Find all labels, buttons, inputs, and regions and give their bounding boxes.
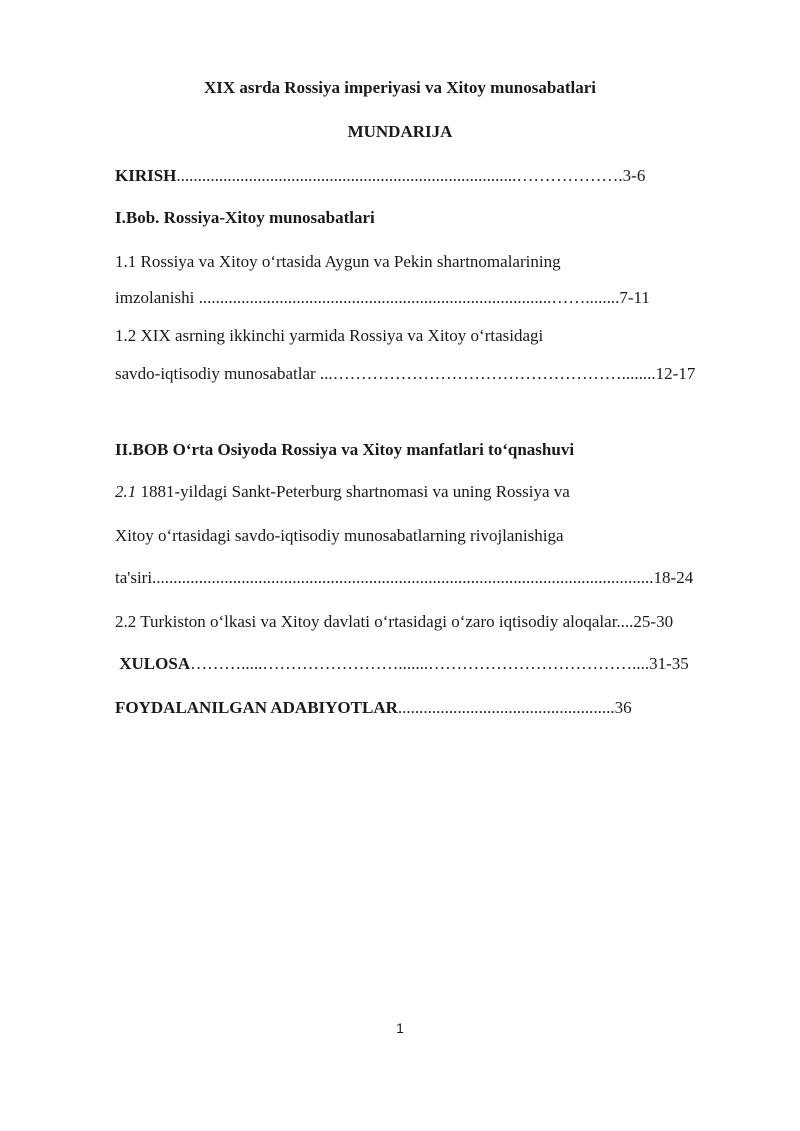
intro-pages: 3-6 xyxy=(622,166,646,185)
toc-entry-conclusion xyxy=(115,654,689,674)
conclusion-label: XULOSA xyxy=(119,654,191,673)
toc-entry-2-1-line3: ta'siri......................................................................................................................18-24 xyxy=(115,568,694,587)
references-pages: 36 xyxy=(614,698,632,717)
toc-entry-2-1-line1 xyxy=(115,482,570,502)
conclusion-leader: ……….....…………………….......……………………………….... xyxy=(190,654,650,673)
intro-label: KIRISH xyxy=(115,166,177,185)
toc-entry-1-2-line1: 1.2 XIX asrning ikkinchi yarmida Rossiya va Xitoy o‘rtasidagi xyxy=(115,326,544,345)
toc-heading: MUNDARIJA xyxy=(347,122,453,141)
references-label: FOYDALANILGAN ADABIYOTLAR xyxy=(115,698,398,717)
references-leader: ................................................... xyxy=(397,698,615,717)
toc-entry-1-1-line1: 1.1 Rossiya va Xitoy o‘rtasida Aygun va Pekin shartnomalarining xyxy=(115,252,561,271)
toc-entry-intro xyxy=(115,166,645,186)
toc-entry-references xyxy=(115,698,632,718)
intro-leader: ................................................................................………………. xyxy=(176,166,623,185)
chapter-1-title: I.Bob. Rossiya-Xitoy munosabatlari xyxy=(115,208,375,227)
chapter-2-title: II.BOB O‘rta Osiyoda Rossiya va Xitoy manfatlari to‘qnashuvi xyxy=(115,440,575,459)
conclusion-pages: 31-35 xyxy=(649,654,689,673)
toc-entry-2-1-line2: Xitoy o‘rtasidagi savdo-iqtisodiy munosabatlarning rivojlanishiga xyxy=(115,526,564,545)
toc-entry-1-2-line2: savdo-iqtisodiy munosabatlar ...……………………………………………........12-17 xyxy=(115,364,696,383)
section-2-1-number: 2.1 xyxy=(115,482,137,501)
toc-entry-1-1-line2: imzolanishi ...................................................................................……........7-11 xyxy=(115,288,650,307)
page-number: 1 xyxy=(396,1020,404,1036)
section-2-1-text: 1881-yildagi Sankt-Peterburg shartnomasi va uning Rossiya va xyxy=(136,482,570,501)
toc-entry-2-2: 2.2 Turkiston o‘lkasi va Xitoy davlati o‘rtasidagi o‘zaro iqtisodiy aloqalar....25-30 xyxy=(115,612,674,631)
document-title: XIX asrda Rossiya imperiyasi va Xitoy munosabatlari xyxy=(204,78,596,97)
